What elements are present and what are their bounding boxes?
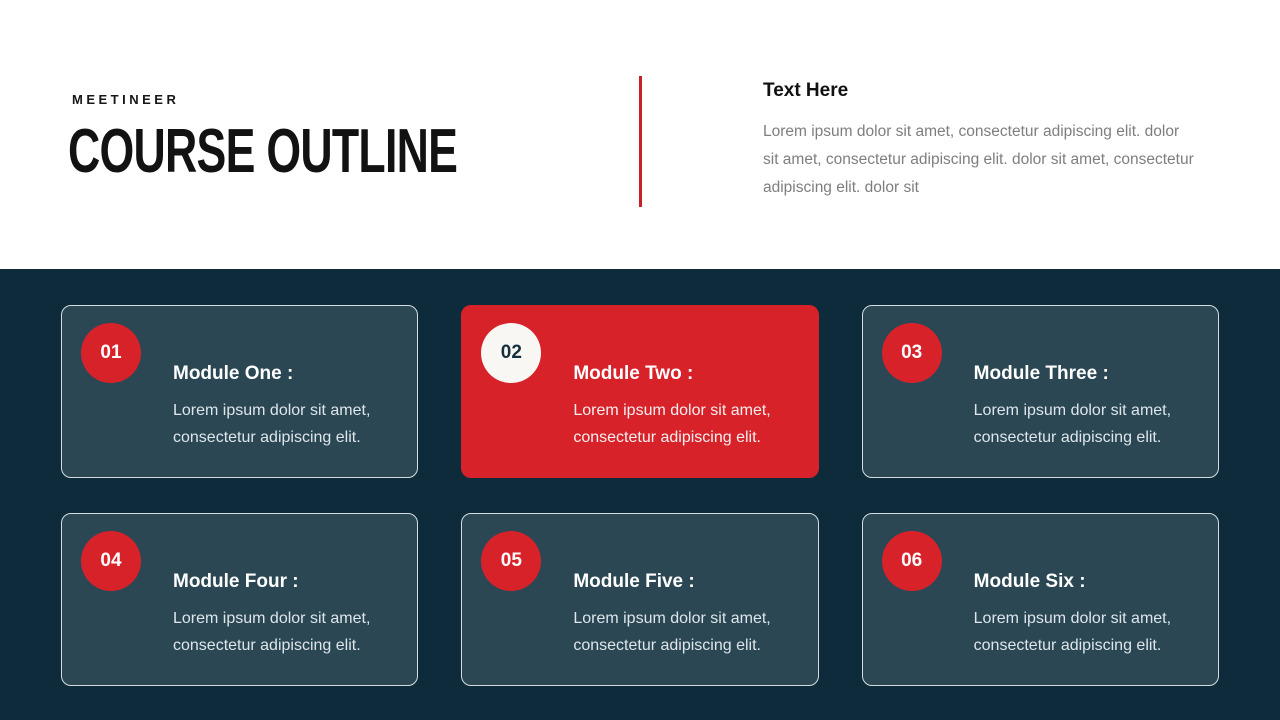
header-section (0, 0, 1280, 269)
module-description: Lorem ipsum dolor sit amet, consectetur adipiscing elit. (173, 610, 371, 654)
module-title: Module Six : (973, 571, 1086, 592)
module-number-badge (481, 531, 541, 591)
module-number: 03 (901, 342, 923, 363)
module-card-6 (862, 513, 1219, 686)
red-divider-line (639, 76, 642, 207)
module-card-2 (461, 305, 818, 478)
intro-heading: Text Here (763, 80, 849, 101)
module-number-badge (81, 531, 141, 591)
module-title: Module Four : (173, 571, 299, 592)
module-description: Lorem ipsum dolor sit amet, consectetur adipiscing elit. (173, 402, 371, 446)
module-number: 01 (100, 342, 122, 363)
module-description: Lorem ipsum dolor sit amet, consectetur adipiscing elit. (573, 402, 771, 446)
module-description: Lorem ipsum dolor sit amet, consectetur adipiscing elit. (973, 402, 1172, 446)
module-number-badge (882, 531, 942, 591)
module-title: Module Five : (573, 571, 695, 592)
module-card-1 (61, 305, 418, 478)
module-number: 05 (500, 550, 522, 571)
module-title: Module Two : (573, 363, 694, 384)
intro-body-text: Lorem ipsum dolor sit amet, consectetur adipiscing elit. dolor sit amet, consectetur adipiscing elit. dolor sit amet, consectetur adipiscing elit. dolor sit (763, 123, 1194, 196)
module-title: Module Three : (973, 363, 1109, 384)
module-number-badge (882, 323, 942, 383)
modules-grid (0, 269, 1280, 720)
intro-block (763, 80, 1195, 202)
module-number-badge (481, 323, 541, 383)
module-description: Lorem ipsum dolor sit amet, consectetur adipiscing elit. (973, 610, 1172, 654)
module-card-3 (862, 305, 1219, 478)
module-number: 02 (500, 342, 522, 363)
module-number-badge (81, 323, 141, 383)
module-card-5 (461, 513, 818, 686)
module-description: Lorem ipsum dolor sit amet, consectetur adipiscing elit. (573, 610, 771, 654)
module-title: Module One : (173, 363, 294, 384)
module-number: 04 (100, 550, 122, 571)
module-card-4 (61, 513, 418, 686)
brand-label: MEETINEER (72, 92, 180, 107)
module-number: 06 (901, 550, 923, 571)
page-title: COURSE OUTLINE (68, 117, 458, 186)
